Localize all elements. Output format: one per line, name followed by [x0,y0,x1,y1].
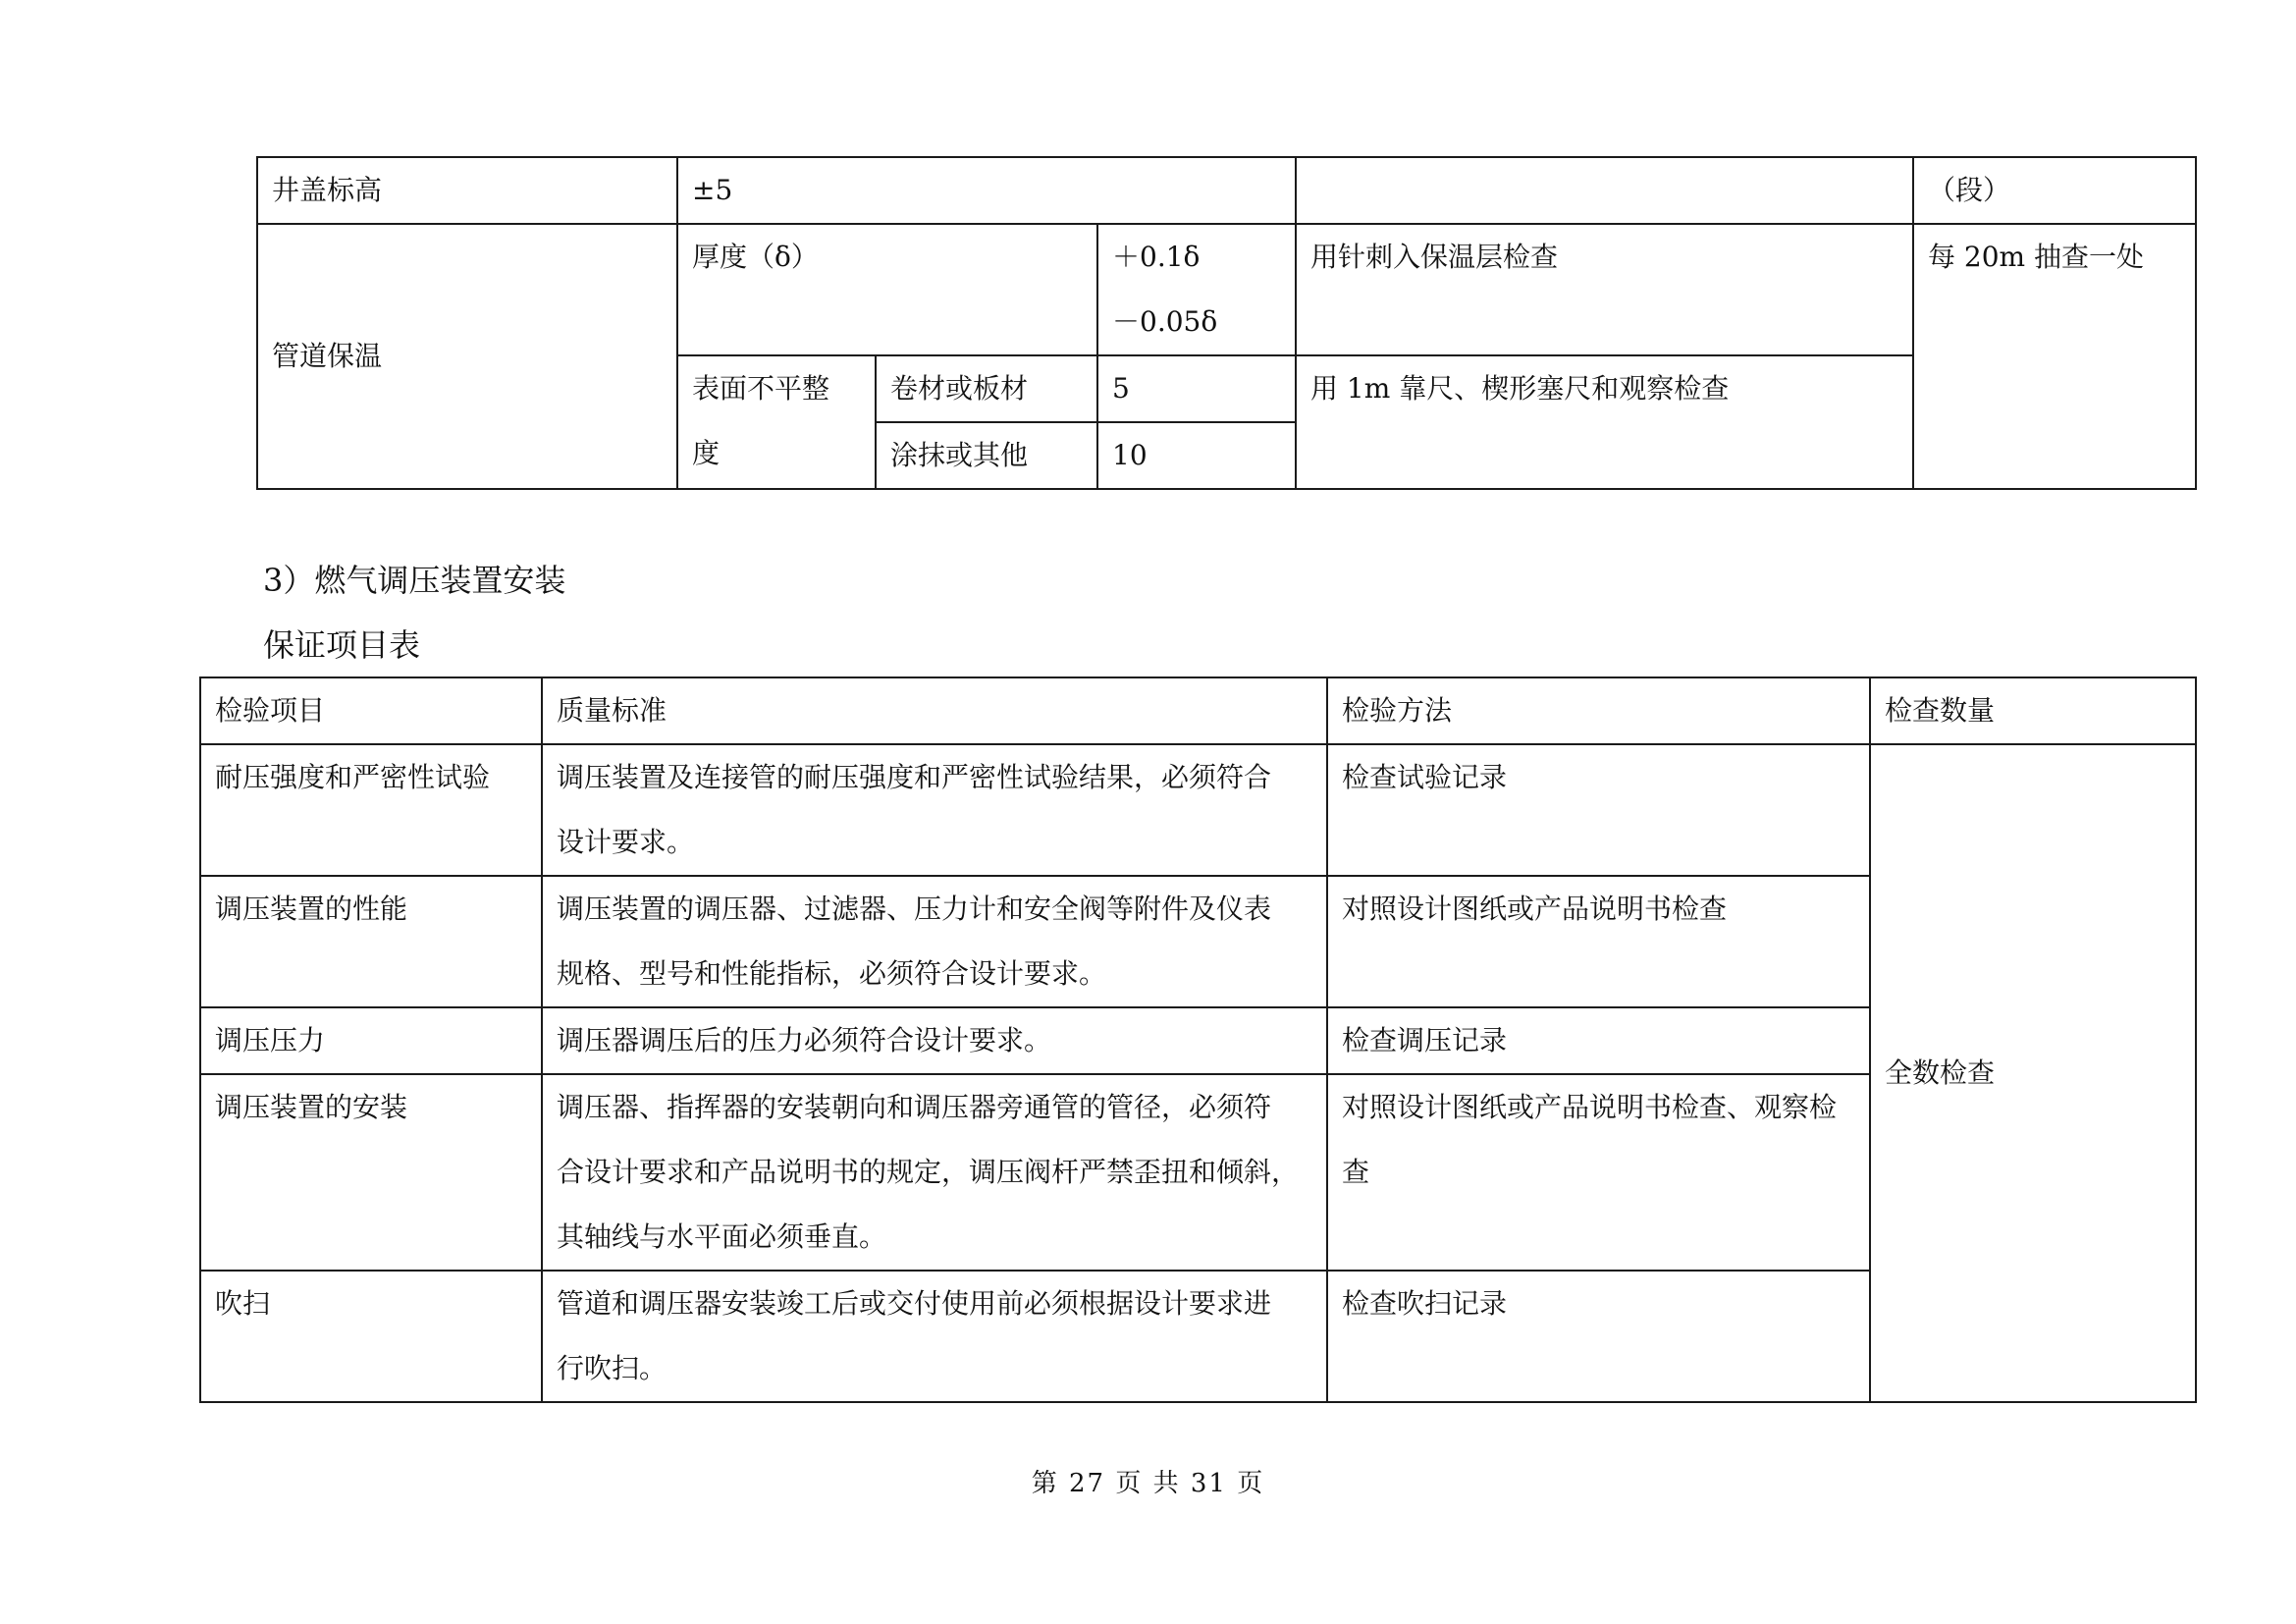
header-cell: 质量标准 [542,677,1327,744]
header-cell: 检查数量 [1870,677,2196,744]
standard-line: 管道和调压器安装竣工后或交付使用前必须根据设计要求进 [557,1287,1272,1320]
method-cell: 用针刺入保温层检查 [1296,224,1913,355]
standard-line: 设计要求。 [557,826,695,858]
sheet-label-cell: 卷材或板材 [876,355,1097,422]
table-row [200,744,2196,876]
standard-line: 调压器、指挥器的安装朝向和调压器旁通管的管径，必须符 [557,1091,1272,1123]
item-cell: 调压装置的安装 [200,1074,542,1271]
tolerance-cell: ±5 [677,157,1296,224]
table-row [257,224,2196,355]
method-cell: 对照设计图纸或产品说明书检查 [1327,876,1870,1007]
method-cell [1296,157,1913,224]
tolerance-upper: ＋0.1δ [1112,241,1201,273]
method-cell [1327,1074,1870,1271]
coating-value-cell: 10 [1097,422,1296,489]
table-row [257,157,2196,224]
section-heading: 3）燃气调压装置安装 [263,562,566,599]
item-cell: 吹扫 [200,1271,542,1402]
method-cell: 检查吹扫记录 [1327,1271,1870,1402]
sheet-value-cell: 5 [1097,355,1296,422]
flatness-label-line: 表面不平整 [692,372,830,405]
standard-line: 规格、型号和性能指标，必须符合设计要求。 [557,957,1107,990]
header-cell: 检验项目 [200,677,542,744]
quantity-cell: （段） [1913,157,2196,224]
item-cell: 调压装置的性能 [200,876,542,1007]
table-header-row [200,677,2196,744]
tolerance-lower: －0.05δ [1112,305,1218,338]
method-cell: 用 1m 靠尺、楔形塞尺和观察检查 [1296,355,1913,489]
standard-line: 合设计要求和产品说明书的规定，调压阀杆严禁歪扭和倾斜， [557,1156,1300,1188]
standard-cell [542,744,1327,876]
item-cell: 调压压力 [200,1007,542,1074]
insulation-table [256,156,2197,490]
item-cell: 耐压强度和严密性试验 [200,744,542,876]
header-cell: 检验方法 [1327,677,1870,744]
guarantee-items-table [199,677,2197,1403]
flatness-label-cell [677,355,876,489]
method-cell: 检查调压记录 [1327,1007,1870,1074]
table-title: 保证项目表 [263,626,421,664]
item-cell: 管道保温 [257,224,677,489]
method-line: 对照设计图纸或产品说明书检查、观察检 [1342,1091,1838,1123]
method-line: 查 [1342,1156,1370,1188]
flatness-label-line: 度 [692,437,721,469]
standard-line: 调压装置的调压器、过滤器、压力计和安全阀等附件及仪表 [557,893,1272,925]
thickness-tolerance-cell [1097,224,1296,355]
item-cell: 井盖标高 [257,157,677,224]
quantity-cell: 每 20m 抽查一处 [1913,224,2196,489]
thickness-label-cell: 厚度（δ） [677,224,1097,355]
coating-label-cell: 涂抹或其他 [876,422,1097,489]
quantity-cell: 全数检查 [1870,744,2196,1402]
standard-cell [542,1074,1327,1271]
standard-cell [542,876,1327,1007]
standard-line: 其轴线与水平面必须垂直。 [557,1220,887,1253]
method-cell: 检查试验记录 [1327,744,1870,876]
standard-line: 行吹扫。 [557,1352,667,1384]
standard-cell: 调压器调压后的压力必须符合设计要求。 [542,1007,1327,1074]
standard-cell [542,1271,1327,1402]
page-footer: 第 27 页 共 31 页 [1031,1469,1265,1498]
standard-line: 调压装置及连接管的耐压强度和严密性试验结果，必须符合 [557,761,1272,793]
